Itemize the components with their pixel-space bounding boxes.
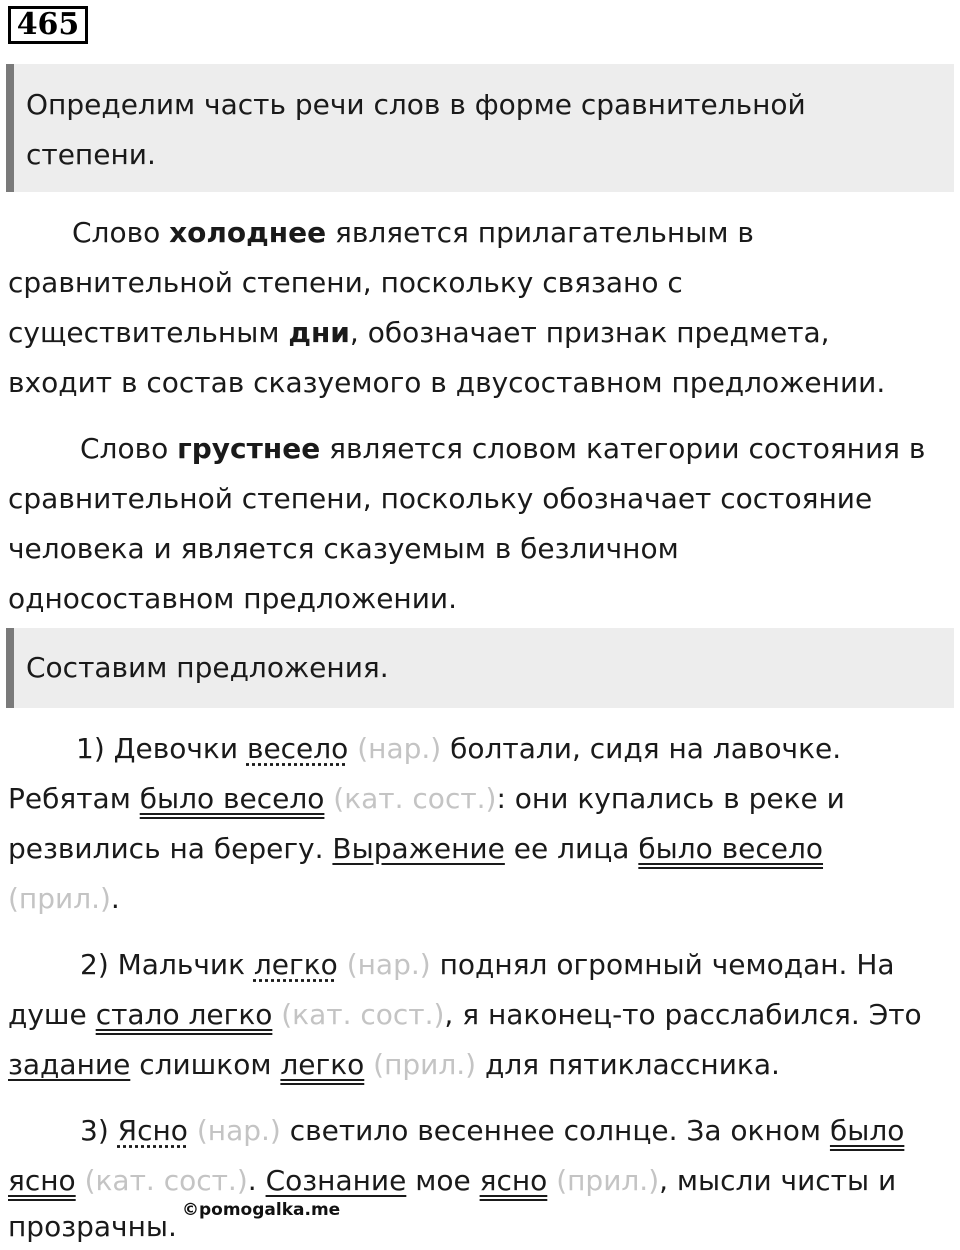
- part-of-speech-tag: (нар.): [187, 1114, 281, 1147]
- part-of-speech-tag: (кат. сост.): [272, 998, 445, 1031]
- part-of-speech-tag: (нар.): [348, 732, 442, 765]
- part-of-speech-tag: (прил.): [547, 1164, 660, 1197]
- adverb-word: Ясно: [117, 1114, 188, 1147]
- example-line: резвились на берегу. Выражение ее лица было весело: [8, 832, 824, 865]
- paragraph-line: Слово холоднее является прилагательным в: [72, 216, 754, 249]
- note-line: степени.: [26, 138, 156, 171]
- predicate-word: стало легко: [95, 998, 273, 1031]
- predicate-word: легко: [280, 1048, 365, 1081]
- paragraph-line: входит в состав сказуемого в двусоставном предложении.: [8, 366, 886, 399]
- task-number: 465: [8, 6, 88, 44]
- example-line: душе стало легко (кат. сост.), я наконец-то расслабился. Это: [8, 998, 922, 1031]
- subject-word: Сознание: [265, 1164, 407, 1197]
- part-of-speech-tag: (нар.): [337, 948, 431, 981]
- example-line: Ребятам было весело (кат. сост.): они купались в реке и: [8, 782, 845, 815]
- example-line: ясно (кат. сост.). Сознание мое ясно (прил.), мысли чисты и: [8, 1164, 897, 1197]
- paragraph-line: Слово грустнее является словом категории состояния в: [80, 432, 926, 465]
- predicate-word: ясно: [479, 1164, 548, 1197]
- part-of-speech-tag: (кат. сост.): [75, 1164, 248, 1197]
- predicate-word: было весело: [139, 782, 325, 815]
- paragraph-line: человека и является сказуемым в безличном: [8, 532, 679, 565]
- example-line: 2) Мальчик легко (нар.) поднял огромный чемодан. На: [80, 948, 895, 981]
- note-line: Определим часть речи слов в форме сравнительной: [26, 88, 806, 121]
- note-compose-sentences: [6, 628, 954, 708]
- part-of-speech-tag: (прил.): [8, 882, 111, 915]
- key-word: грустнее: [177, 432, 321, 465]
- example-line: задание слишком легко (прил.) для пятиклассника.: [8, 1048, 780, 1081]
- part-of-speech-tag: (кат. сост.): [324, 782, 497, 815]
- adverb-word: весело: [246, 732, 349, 765]
- paragraph-line: сравнительной степени, поскольку связано с: [8, 266, 683, 299]
- note-line: Составим предложения.: [26, 651, 389, 684]
- example-line: 1) Девочки весело (нар.) болтали, сидя на лавочке.: [76, 732, 842, 765]
- predicate-word: было весело: [638, 832, 824, 865]
- predicate-word: было: [829, 1114, 905, 1147]
- paragraph-line: существительным дни, обозначает признак предмета,: [8, 316, 830, 349]
- subject-word: Выражение: [332, 832, 505, 865]
- adverb-word: легко: [253, 948, 338, 981]
- watermark: ©pomogalka.me: [182, 1200, 341, 1220]
- subject-word: задание: [8, 1048, 131, 1081]
- part-of-speech-tag: (прил.): [364, 1048, 477, 1081]
- example-line: прозрачны.: [8, 1210, 177, 1243]
- example-line: (прил.).: [8, 882, 120, 915]
- example-line: 3) Ясно (нар.) светило весеннее солнце. За окном было: [80, 1114, 905, 1147]
- note-define-part-of-speech: [6, 64, 954, 192]
- predicate-word: ясно: [8, 1164, 76, 1197]
- key-word: дни: [288, 316, 350, 349]
- key-word: холоднее: [169, 216, 327, 249]
- paragraph-line: односоставном предложении.: [8, 582, 458, 615]
- paragraph-line: сравнительной степени, поскольку обозначает состояние: [8, 482, 873, 515]
